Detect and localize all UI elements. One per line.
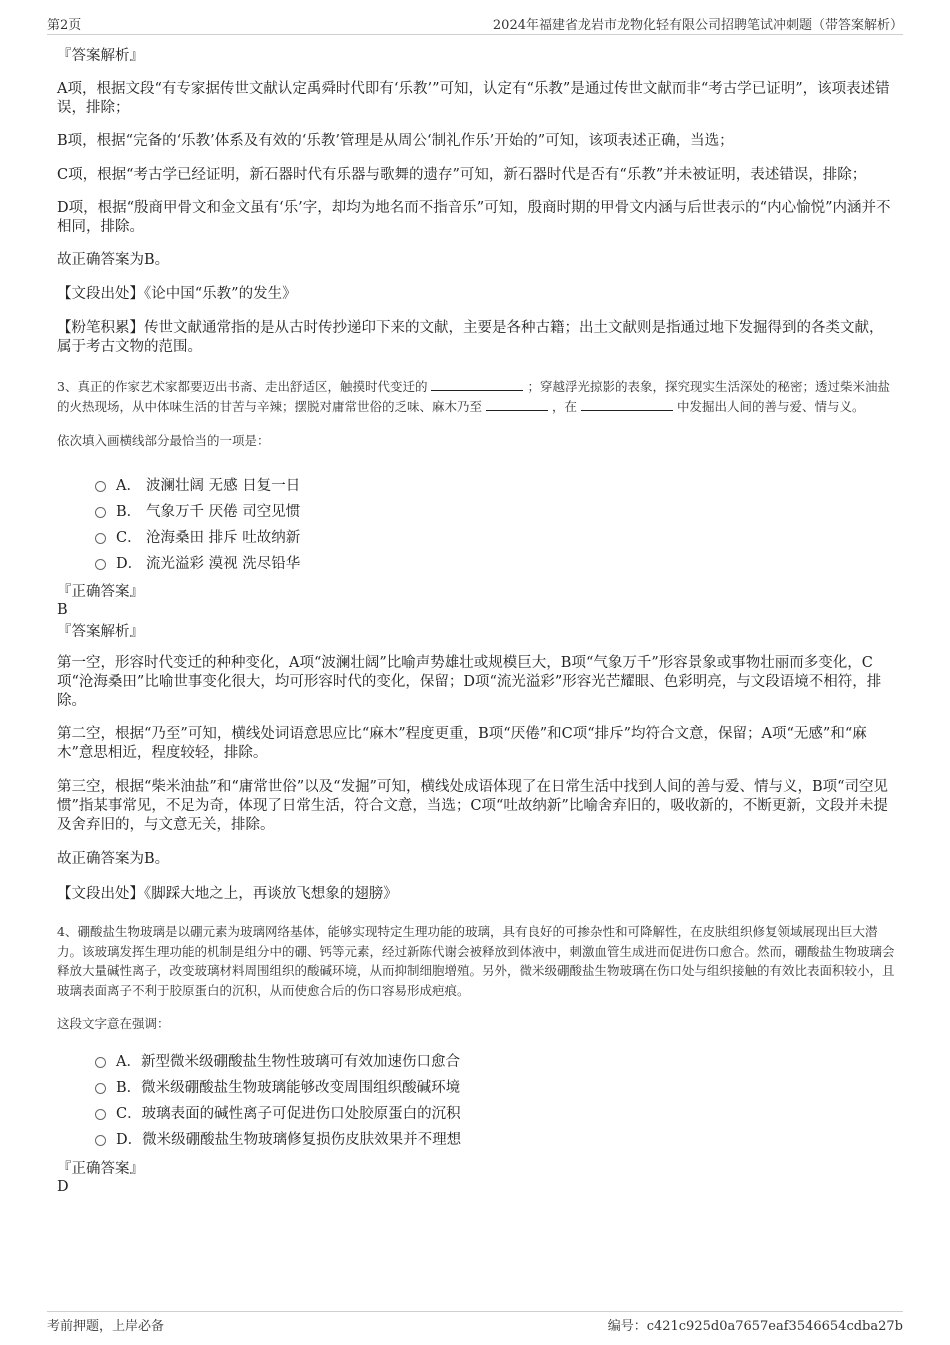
option-text: 微米级硼酸盐生物玻璃修复损伤皮肤效果并不理想 (142, 1131, 462, 1148)
analysis-option-c: C项，根据“考古学已经证明，新石器时代有乐器与歌舞的遗存”可知，新石器时代是否有“乐教”并未被证明，表述错误，排除； (57, 167, 867, 183)
analysis-option-a: A项，根据文段“有专家据传世文献认定禹舜时代即有‘乐教’”可知，认定有“乐教”是通过传世文献而非“考古学已证明”，该项表述错误，排除； (57, 81, 890, 116)
option-letter: D． (116, 1131, 143, 1148)
document-title: 2024年福建省龙岩市龙物化轻有限公司招聘笔试冲刺题（带答案解析） (492, 18, 903, 33)
question-3-text-part: ；穿越浮光掠影的表象，探究现实生活深处的秘密；透过柴米油盐的火热现场，从中体味生活的甘苦与辛辣；摆脱对庸常世俗的乏味、麻木乃至 (57, 379, 890, 414)
option-letter: B． (116, 1079, 142, 1096)
correct-answer-label: 『正确答案』 (57, 584, 144, 600)
correct-answer: B (57, 602, 68, 618)
option-text: 波澜壮阔 无感 日复一日 (146, 477, 301, 494)
option-letter: D． (116, 555, 143, 572)
option-a[interactable] (95, 471, 897, 497)
radio-icon[interactable] (95, 1135, 106, 1146)
question-4-options (95, 1047, 897, 1151)
option-c[interactable] (95, 1099, 897, 1125)
fill-blank-1 (431, 378, 523, 391)
option-b[interactable] (95, 497, 897, 523)
option-d[interactable] (95, 1125, 897, 1151)
question-3-text-part: ，在 (551, 398, 577, 414)
knowledge-note: 【粉笔积累】传世文献通常指的是从古时传抄递印下来的文献，主要是各种古籍；出土文献则是指通过地下发掘得到的各类文献，属于考古文物的范围。 (57, 320, 884, 355)
option-letter: A． (116, 477, 141, 494)
option-text: 流光溢彩 漠视 洗尽铅华 (146, 555, 301, 572)
correct-answer-label: 『正确答案』 (57, 1161, 144, 1177)
analysis-conclusion: 故正确答案为B。 (57, 252, 170, 268)
option-b[interactable] (95, 1073, 897, 1099)
analysis-blank-1: 第一空，形容时代变迁的种种变化，A项“波澜壮阔”比喻声势雄壮或规模巨大，B项“气象万千”形容景象或事物壮丽而多变化，C项“沧海桑田”比喻世事变化很大，均可形容时代的变化，保留；D项“流光溢彩”形容光芒耀眼、色彩明亮，与文段语境不相符，排除。 (57, 655, 882, 709)
analysis-option-d: D项，根据“殷商甲骨文和金文虽有‘乐’字，却均为地名而不指音乐”可知，殷商时期的甲骨文内涵与后世表示的“内心愉悦”内涵并不相同，排除。 (57, 200, 891, 235)
page-content (57, 46, 897, 1196)
footer-slogan: 考前押题，上岸必备 (47, 1319, 165, 1334)
question-3-prompt: 依次填入画横线部分最恰当的一项是： (57, 433, 270, 448)
radio-icon[interactable] (95, 1057, 106, 1068)
option-text: 微米级硼酸盐生物玻璃能够改变周围组织酸碱环境 (141, 1079, 461, 1096)
correct-answer: D (57, 1179, 69, 1195)
analysis-option-b: B项，根据“完备的‘乐教’体系及有效的‘乐教’管理是从周公‘制礼作乐’开始的”可知，该项表述正确，当选； (57, 133, 734, 149)
question-3-text (57, 377, 897, 416)
page-number: 第2页 (47, 18, 82, 33)
fill-blank-3 (581, 398, 673, 411)
analysis-label: 『答案解析』 (57, 624, 144, 640)
question-3-options (95, 471, 897, 575)
page-header (47, 12, 903, 35)
question-4-prompt: 这段文字意在强调： (57, 1016, 170, 1031)
option-text: 玻璃表面的碱性离子可促进伤口处胶原蛋白的沉积 (141, 1105, 461, 1122)
question-3-text-part: 3、真正的作家艺术家都要迈出书斋、走出舒适区，触摸时代变迁的 (57, 379, 428, 394)
option-letter: A． (116, 1053, 141, 1070)
question-4-text: 4、硼酸盐生物玻璃是以硼元素为玻璃网络基体，能够实现特定生理功能的玻璃，具有良好的可掺杂性和可降解性，在皮肤组织修复领域展现出巨大潜力。该玻璃发挥生理功能的机制是组分中的硼、钙等元素，经过新陈代谢会被释放到体液中，刺激血管生成进而促进伤口愈合。然而，硼酸盐生物玻璃会释放大量碱性离子，改变玻璃材料周围组织的酸碱环境，从而抑制细胞增殖。另外，微米级硼酸盐生物玻璃在伤口处与组织接触的有效比表面积较小，且玻璃表面离子不利于胶原蛋白的沉积，从而使愈合后的伤口容易形成疤痕。 (57, 924, 895, 998)
radio-icon[interactable] (95, 1109, 106, 1120)
option-d[interactable] (95, 549, 897, 575)
option-text: 沧海桑田 排斥 吐故纳新 (146, 529, 301, 546)
document-id: 编号：c421c925d0a7657eaf3546654cdba27b (607, 1319, 903, 1334)
source-citation: 【文段出处】《论中国“乐教”的发生》 (57, 286, 297, 302)
radio-icon[interactable] (95, 559, 106, 570)
radio-icon[interactable] (95, 533, 106, 544)
analysis-conclusion: 故正确答案为B。 (57, 851, 170, 867)
radio-icon[interactable] (95, 507, 106, 518)
fill-blank-2 (486, 398, 548, 411)
radio-icon[interactable] (95, 1083, 106, 1094)
analysis-blank-3: 第三空，根据“柴米油盐”和“庸常世俗”以及“发掘”可知，横线处成语体现了在日常生活中找到人间的善与爱、情与义，B项“司空见惯”指某事常见，不足为奇，体现了日常生活，符合文意，当选；C项“吐故纳新”比喻舍弃旧的，吸收新的，不断更新，文段并未提及舍弃旧的，与文意无关，排除。 (57, 779, 889, 833)
analysis-label: 『答案解析』 (57, 48, 144, 64)
radio-icon[interactable] (95, 481, 106, 492)
option-text: 气象万千 厌倦 司空见惯 (146, 503, 301, 520)
analysis-blank-2: 第二空，根据“乃至”可知，横线处词语意思应比“麻木”程度更重，B项“厌倦”和C项“排斥”均符合文意，保留；A项“无感”和“麻木”意思相近，程度较轻，排除。 (57, 726, 867, 761)
page-footer (47, 1311, 903, 1334)
question-3-text-part: 中发掘出人间的善与爱、情与义。 (676, 398, 865, 414)
option-letter: B． (116, 503, 142, 520)
source-citation: 【文段出处】《脚踩大地之上，再谈放飞想象的翅膀》 (57, 886, 398, 902)
option-text: 新型微米级硼酸盐生物性玻璃可有效加速伤口愈合 (140, 1053, 460, 1070)
option-c[interactable] (95, 523, 897, 549)
option-a[interactable] (95, 1047, 897, 1073)
option-letter: C． (116, 529, 142, 546)
option-letter: C． (116, 1105, 142, 1122)
